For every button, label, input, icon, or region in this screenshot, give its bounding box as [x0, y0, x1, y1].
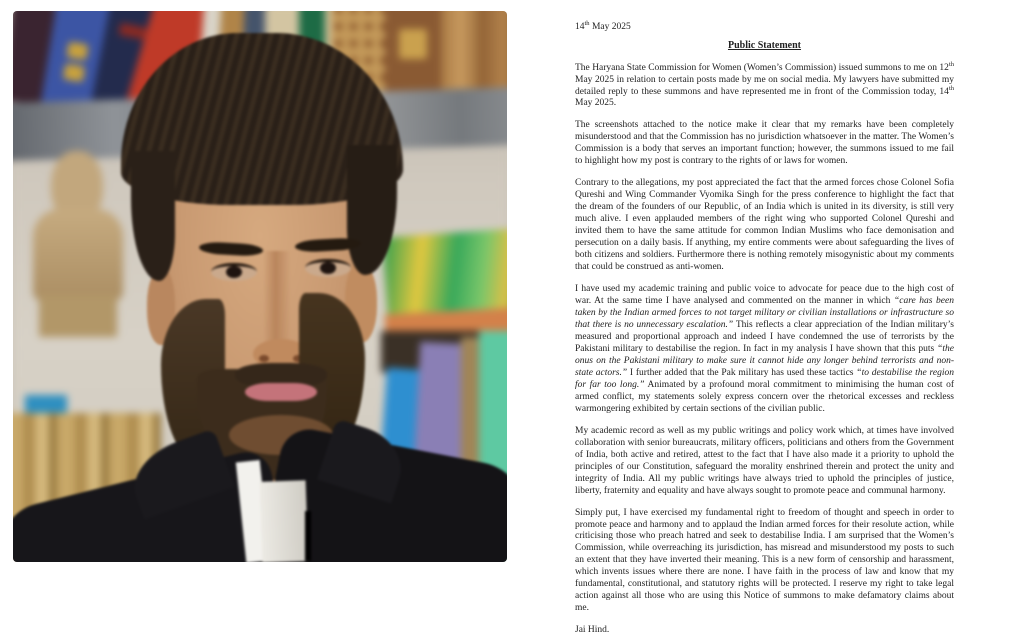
statement-body [575, 60, 954, 616]
man-lips [245, 383, 317, 401]
text-run: 14 [575, 22, 585, 32]
statement-paragraph [575, 178, 954, 274]
man-nostril [259, 355, 269, 362]
portrait-photo [13, 11, 507, 562]
text-run: My academic record as well as my public writings and policy work which, at times have involved collaboration with senior bureaucrats, military officers, politicians and others from the Government of India, both active and retired, attest to the fact that I have also made it a priority to uphold the principles of our Constitution, safeguard the morality enshrined therein and protect the unity and integrity of India. All my public writings have always tried to uphold the principles of justice, liberty, fraternity and equality and have always sought to promote peace and communal harmony. [575, 425, 954, 496]
statement-paragraph [575, 426, 954, 498]
man-hair-side [131, 151, 175, 281]
statement-paragraph [575, 508, 954, 616]
text-run: th [948, 84, 954, 92]
man-figure [13, 11, 507, 562]
man-left-iris [226, 266, 242, 278]
text-run: th [584, 19, 590, 27]
text-run: I have used my academic training and public voice to advocate for peace due to the high cost of war. At the same time I have analysed and commented on the manner in which [575, 284, 954, 307]
man-left-eye [211, 263, 257, 281]
jacket-buttonhole [305, 511, 311, 561]
man-right-eye [305, 259, 351, 277]
statement-date [575, 19, 954, 34]
text-run: Simply put, I have exercised my fundamental right to freedom of thought and speech in order to promote peace and harmony and to applaud the Indian armed forces for their resolute action, while criticising those who preach hatred and seek to destabilise India. I am surprised that the Women’s Commission, while overreaching its jurisdiction, has misread and misunderstood my posts to such an extent that they have inverted their meaning. This is a new form of censorship and harassment, which invents issues where there are none. I have faith in the process of law and know that my fundamental, constitutional, and statutory rights will be protected. I reserve my right to take legal action against all those who are using this Notice of summons to make defamatory claims about me. [575, 507, 954, 614]
text-run: The screenshots attached to the notice make it clear that my remarks have been completely misunderstood and that the Commission has no jurisdiction whatsoever in the matter. The Women’s Commission is a body that serves an important function; however, the summons issued to me fail to highlight how my post is contrary to the rights of or laws for women. [575, 120, 954, 167]
statement-paragraph [575, 284, 954, 416]
text-run: Contrary to the allegations, my post appreciated the fact that the armed forces chose Colonel Sofia Qureshi and Wing Commander Vyomika Singh for the press conference to highlight the fact that the dream of the founders of our Republic, of an India which is united in its diversity, is still very much alive. I even applauded members of the right wing who supported Colonel Qureshi and invited them to have the same attitude for common Indian Muslims who face demonisation and persecution on a daily basis. If anything, my entire comments were about safeguarding the lives of both citizens and soldiers. Furthermore there is nothing remotely misogynistic about my comments that could be construed as anti-women. [575, 178, 954, 273]
white-kurta-placket [260, 480, 309, 562]
man-right-iris [320, 262, 336, 274]
text-run: The Haryana State Commission for Women (Women’s Commission) issued summons to me on 12 [575, 62, 949, 73]
quoted-text: “to destabilise the region for far too long.” [575, 367, 954, 390]
man-hair-side [347, 145, 397, 275]
text-run: I further added that the Pak military has used these tactics [627, 367, 857, 378]
text-run: Animated by a profound moral commitment to minimising the human cost of armed conflict, my statements solely express concern over the rhetorical excesses and reckless warmongering exhibited by certain sections of the civilian public. [575, 379, 954, 414]
statement-signoff: Jai Hind. [575, 625, 610, 636]
statement-title: Public Statement [727, 39, 802, 51]
public-statement-document [575, 19, 954, 637]
text-run: May 2025. [575, 98, 617, 109]
text-run: th [948, 60, 954, 68]
text-run: This reflects a clear appreciation of the Indian military’s measured and proportional approach and indeed I have condemned the use of terrorists by the Pakistani military to destabilise the region. In fact in my analysis I have shown that this puts [575, 319, 954, 354]
text-run: May 2025 in relation to certain posts made by me on social media. My lawyers have submitted my detailed reply to these summons and have represented me in front of the Commission today, 14 [575, 74, 954, 97]
quoted-text: “care has been taken by the Indian armed forces to not target military or civilian installations or infrastructure so that there is no unnecessary escalation.” [575, 296, 954, 330]
statement-paragraph [575, 60, 954, 111]
quoted-text: “the onus on the Pakistani military to make sure it cannot hide any longer behind terrorists and non-state actors.” [575, 343, 954, 378]
text-run: May 2025 [589, 22, 631, 32]
statement-paragraph [575, 120, 954, 168]
